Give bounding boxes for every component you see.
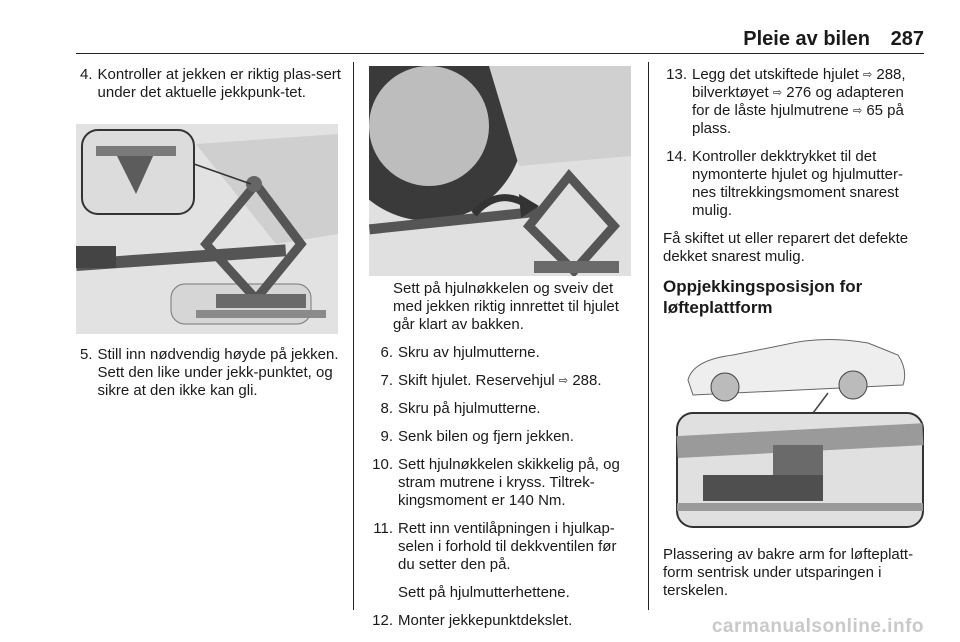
jack-placement-figure <box>76 124 338 334</box>
page-reference[interactable]: 288. <box>572 372 602 389</box>
step-text: Senk bilen og fjern jekken. <box>398 428 574 445</box>
step-number: 14. <box>666 148 687 165</box>
step-number: 10. <box>372 456 393 473</box>
page-reference[interactable]: 276 og adapteren for de låste hjulmutrene <box>692 84 904 119</box>
step-number: 12. <box>372 612 393 629</box>
lift-platform-figure <box>663 325 925 530</box>
column-1 <box>80 66 342 112</box>
step-number: 7. <box>380 372 393 389</box>
step-number: 11. <box>373 520 393 537</box>
step-number: 13. <box>666 66 687 83</box>
step-4 <box>80 66 342 102</box>
step-number <box>369 584 398 602</box>
column-divider-right <box>648 62 649 610</box>
step-number: 6. <box>380 344 393 361</box>
page-reference[interactable]: 65 på plass. <box>692 102 904 137</box>
step-text: bilverktøyet <box>692 84 769 101</box>
section-title: Pleie av bilen <box>743 28 870 50</box>
step-text: Skru på hjulmutterne. <box>398 400 541 417</box>
column-2 <box>369 280 631 640</box>
figure-caption: Plassering av bakre arm for løfteplatt-form sentrisk under utsparingen i terskelen. <box>663 546 914 599</box>
step-10 <box>369 456 631 510</box>
page-header <box>0 28 960 52</box>
step-5 <box>80 346 342 400</box>
column-3 <box>663 66 925 328</box>
step-9 <box>369 428 631 446</box>
step-text: Skift hjulet. Reservehjul <box>398 372 555 389</box>
ref-arrow-icon: ⇨ <box>558 375 569 387</box>
page-reference[interactable]: 288, <box>876 66 906 83</box>
step-number: 5. <box>80 346 93 363</box>
step-text: Legg det utskiftede hjulet <box>692 66 859 83</box>
step-text: Kontroller at jekken er riktig plas-sert under det aktuelle jekkpunk-tet. <box>97 66 341 101</box>
column-1-lower <box>80 346 342 410</box>
step-text: Kontroller dekktrykket til det nymonterte hjulet og hjulmutter-nes tiltrekkingsmoment snarest mulig. <box>692 148 903 219</box>
step-text: Skru av hjulmutterne. <box>398 344 540 361</box>
step-11-note <box>369 584 631 602</box>
step-number: 8. <box>380 400 393 417</box>
step-8 <box>369 400 631 418</box>
paragraph: Få skiftet ut eller reparert det defekte dekket snarest mulig. <box>663 230 909 265</box>
step-number: 9. <box>380 428 393 445</box>
watermark: carmanualsonline.info <box>711 616 924 637</box>
step-number: 4. <box>80 66 93 83</box>
step-text: Monter jekkepunktdekslet. <box>398 612 573 629</box>
wheel-wrench-figure <box>369 66 631 276</box>
step-11 <box>369 520 631 574</box>
step-text: Rett inn ventilåpningen i hjulkap-selen i forhold til dekkventilen før du setter den på. <box>398 520 617 573</box>
step-text: Sett på hjulmutterhettene. <box>398 584 570 601</box>
ref-arrow-icon: ⇨ <box>852 105 863 117</box>
step-13 <box>663 66 925 138</box>
step-text: Still inn nødvendig høyde på jekken. Sett den like under jekk-punktet, og sikre at den ikke kan gli. <box>97 346 339 399</box>
step-7 <box>369 372 631 390</box>
column-divider-left <box>353 62 354 610</box>
column-3-lower <box>663 546 925 610</box>
figure-caption: Sett på hjulnøkkelen og sveiv det med jekken riktig innrettet til hjulet går klart av bakken. <box>393 280 619 333</box>
ref-arrow-icon: ⇨ <box>772 87 783 99</box>
header-rule <box>76 53 924 54</box>
step-6 <box>369 344 631 362</box>
step-text: Sett hjulnøkkelen skikkelig på, og stram mutrene i kryss. Tiltrek-kingsmoment er 140 Nm. <box>398 456 620 509</box>
step-12 <box>369 612 631 630</box>
step-14 <box>663 148 925 220</box>
section-heading: Oppjekkingsposisjon for løfteplattform <box>663 277 863 317</box>
ref-arrow-icon: ⇨ <box>862 69 873 81</box>
page-number: 287 <box>890 28 924 50</box>
